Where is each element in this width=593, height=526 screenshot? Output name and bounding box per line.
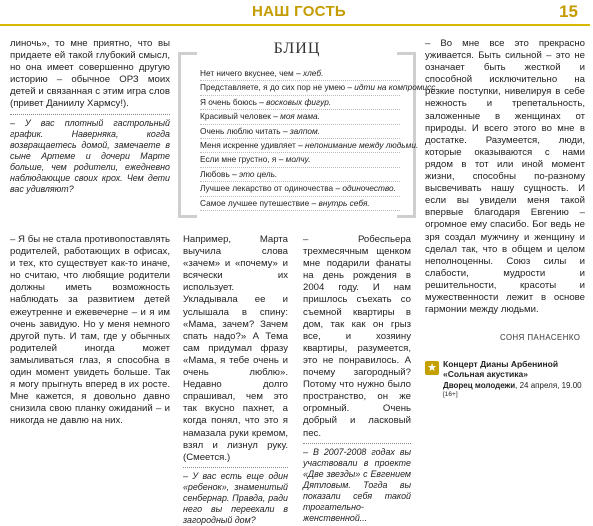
column-2 bbox=[183, 234, 288, 526]
section-title: НАШ ГОСТЬ bbox=[252, 3, 346, 20]
blitz-row: Любовь – это цель. bbox=[200, 168, 400, 182]
blitz-row: Я очень боюсь – восковых фигур. bbox=[200, 96, 400, 110]
blitz-row: Лучшее лекарство от одиночества – одиночество. bbox=[200, 182, 400, 196]
interview-question: – В 2007-2008 годах вы участвовали в проекте «Две звезды» с Евгением Дятловым. Тогда вы показали себя такой трогательно-женственной... bbox=[303, 446, 411, 523]
column-1-bottom bbox=[10, 234, 170, 427]
event-place: Дворец молодежи, 24 апреля, 19.00 bbox=[443, 381, 582, 390]
blitz-box bbox=[178, 32, 438, 220]
author-signature: СОНЯ ПАНАСЕНКО bbox=[500, 333, 581, 342]
blitz-row: Нет ничего вкуснее, чем – хлеб. bbox=[200, 67, 400, 81]
page-number: 15 bbox=[559, 2, 578, 21]
blitz-title: БЛИЦ bbox=[273, 40, 321, 57]
body-text: линочь», то мне приятно, что вы придаете ей такой глубокий смысл, но она имеет совершенно другую историю – обычное ОРЗ моих детей и связанная с этим игра слов (привет Даниилу Хармсу!). bbox=[10, 38, 170, 110]
blitz-row: Представляете, я до сих пор не умею – идти на компромисс. bbox=[200, 81, 400, 95]
blitz-row: Если мне грустно, я – молчу. bbox=[200, 153, 400, 167]
body-text: – Я бы не стала противопоставлять родителей, работающих в офисах, и тех, кто существует как-то иначе, но считаю, что любящие родители должны иметь возможность наблюдать за развитием детей ежеутренне и ежевечерне – и я им очень завидую. Но у меня немного другой путь. И там, где у обычных родителей иногда может замыливаться глаз, я способна в один момент увидеть больше. Так я могу прыгнуть вперед в их росте. Мне кажется, я довольно давно снизила свою планку ожиданий – и никогда не давлю на них. bbox=[10, 234, 170, 427]
page-header bbox=[0, 0, 590, 24]
separator bbox=[10, 114, 170, 116]
star-icon: ★ bbox=[425, 361, 439, 375]
separator bbox=[303, 443, 411, 445]
blitz-list bbox=[200, 67, 438, 211]
body-text: Например, Марта выучила слова «зачем» и «почему» и всячески их использует. Укладывала ее и услышала в спину: «Мама, зачем? Зачем спать надо?» А Тема сам придумал фразу «Мама, я тебе очень и очень люблю». Недавно долго спрашивал, чем это так вкусно пахнет, а когда понял, что это я намазала руки кремом, взял и лизнул руку. (Смеется.) bbox=[183, 234, 288, 463]
column-4 bbox=[425, 38, 585, 316]
event-title: Концерт Дианы Арбениной «Сольная акустика» bbox=[443, 359, 559, 379]
blitz-row: Красивый человек – моя мама. bbox=[200, 110, 400, 124]
body-text: – Робеспьера трехмесячным щенком мне подарили фанаты на день рождения в 2004 году. И нам пришлось съехать со съемной квартиры в дом, так как он грыз все, и хозяину квартиры, разумеется, это не понравилось. А почему загородный? Потому что нужно было пространство, он же огромный. Очень добрый и ласковый пес. bbox=[303, 234, 411, 439]
age-rating: [16+] bbox=[443, 391, 458, 398]
left-bracket bbox=[178, 52, 197, 218]
blitz-row: Очень люблю читать – залпом. bbox=[200, 125, 400, 139]
blitz-row: Меня искренне удивляет – непонимание между людьми. bbox=[200, 139, 400, 153]
separator bbox=[183, 467, 288, 469]
blitz-row: Самое лучшее путешествие – внутрь себя. bbox=[200, 197, 400, 211]
interview-question: – У вас есть еще один «ребенок», знаменитый сенбернар. Правда, ради него вы переехали в загородный дом? bbox=[183, 470, 288, 525]
interview-question: – У вас плотный гастрольный график. Наверняка, когда возвращаетесь домой, замечаете в сыне Артеме и дочери Марте больше, чем родители, ежедневно наблюдающие своих крох. Чем дети вас удивляют? bbox=[10, 117, 170, 194]
body-text: – Во мне все это прекрасно уживается. Быть сильной – это не означает быть жесткой и способной исключительно на резкие поступки, нивелируя в себе нежность и трепетальность, заложенные в женщинах от природы. И всего этого во мне в достатке. Разумеется, люди, которые оказываются с нами рядом в тот или иной момент жизни, способны по-разному высвечивать нашу сущность. И если вы увидели меня такой впервые благодаря Евгению – огромное ему спасибо. Бог ведь не зря создал мужчину и женщину и сделал так, что в общем и целом неполноценны. Союз силы и слабости, мудрости и решительности, красоты и мужественности лежит в основе гармонии между людьми. bbox=[425, 38, 585, 316]
event-announcement bbox=[425, 357, 590, 405]
column-1-top bbox=[10, 38, 170, 195]
column-3 bbox=[303, 234, 411, 524]
header-divider bbox=[0, 24, 590, 26]
